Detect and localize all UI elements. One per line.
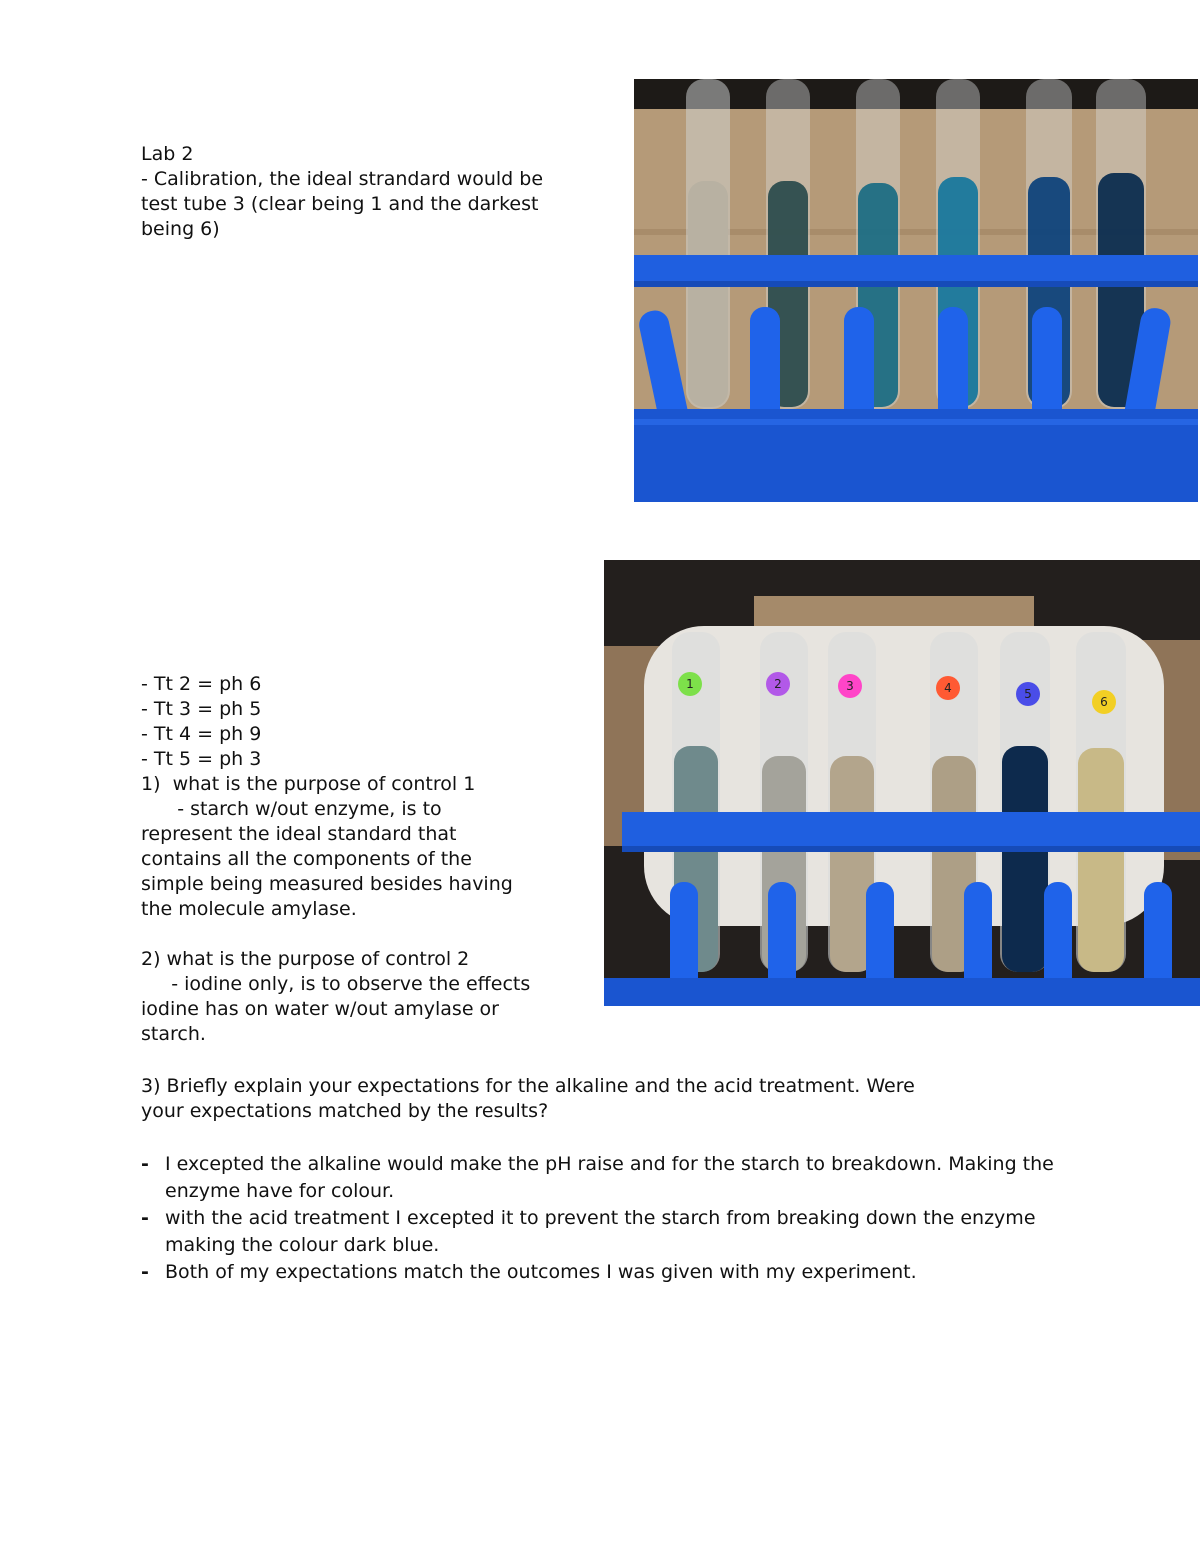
tube-label: 3 [846, 679, 854, 693]
tube-label: 5 [1024, 687, 1032, 701]
calibration-line: being 6) [141, 218, 220, 240]
ph-item: - Tt 4 = ph 9 [141, 723, 262, 745]
bullet-dash: - [141, 1153, 149, 1175]
answer-2-line: iodine has on water w/out amylase or [141, 998, 499, 1020]
answer-1-line: contains all the components of the [141, 848, 472, 870]
answer-2-line: - iodine only, is to observe the effects [141, 973, 531, 995]
tube-label: 4 [944, 681, 952, 695]
answer-1-line: - starch w/out enzyme, is to [141, 798, 442, 820]
list-item [141, 1259, 1061, 1286]
bullet-dash: - [141, 1261, 149, 1283]
answer-1-line: the molecule amylase. [141, 898, 357, 920]
ph-item: - Tt 3 = ph 5 [141, 698, 262, 720]
bullet-text: Both of my expectations match the outcomes I was given with my experiment. [165, 1261, 917, 1283]
treatment-tubes-photo [604, 560, 1200, 1006]
ph-item: - Tt 5 = ph 3 [141, 748, 262, 770]
question-3-line: 3) Briefly explain your expectations for the alkaline and the acid treatment. Were [141, 1075, 915, 1097]
tube-label: 2 [774, 677, 782, 691]
calibration-line: test tube 3 (clear being 1 and the darkest [141, 193, 539, 215]
question-3-line: your expectations matched by the results? [141, 1100, 549, 1122]
bullet-dash: - [141, 1207, 149, 1229]
lab-title: Lab 2 [141, 143, 194, 165]
bullet-text: with the acid treatment I excepted it to prevent the starch from breaking down the enzyme making the colour dark blue. [165, 1207, 1036, 1256]
treatment-section [141, 672, 601, 1047]
ph-item: - Tt 2 = ph 6 [141, 673, 262, 695]
calibration-tubes-photo [634, 79, 1198, 502]
question-2: 2) what is the purpose of control 2 [141, 948, 470, 970]
answer-1-line: represent the ideal standard that [141, 823, 457, 845]
calibration-section [141, 142, 611, 242]
expectations-list [141, 1151, 1061, 1286]
calibration-line: - Calibration, the ideal strandard would be [141, 168, 544, 190]
list-item [141, 1151, 1061, 1205]
answer-1-line: simple being measured besides having [141, 873, 513, 895]
list-item [141, 1205, 1061, 1259]
tube-label: 6 [1100, 695, 1108, 709]
tube-label: 1 [686, 677, 694, 691]
question-1: 1) what is the purpose of control 1 [141, 773, 476, 795]
bullet-text: I excepted the alkaline would make the pH raise and for the starch to breakdown. Making the enzyme have for colour. [165, 1153, 1054, 1202]
answer-2-line: starch. [141, 1023, 206, 1045]
question-3-section [141, 1074, 1061, 1286]
